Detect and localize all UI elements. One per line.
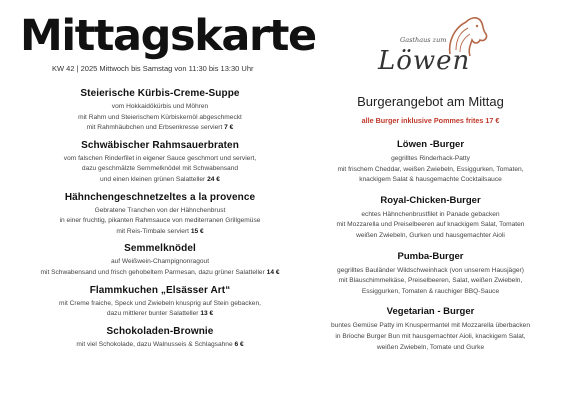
- page-title: Mittagskarte: [20, 11, 316, 61]
- burger-item: [308, 306, 553, 353]
- burger-description-line: mit frischem Cheddar, weißen Zwiebeln, Essiggurken, Tomaten,: [337, 165, 524, 173]
- dish-description-line: mit Rahmhäubchen und Erbsenkresse serviert 7 €: [86, 124, 234, 132]
- burger-name: Pumba-Burger: [397, 250, 464, 262]
- dish-description-line: Gebratene Tranchen von der Hähnchenbrust: [94, 206, 226, 214]
- burger-menu: [308, 130, 553, 357]
- burger-item: [308, 251, 553, 298]
- burger-description-line: weißen Zwiebeln, Tomate und Gurke: [376, 343, 485, 351]
- dish-item: [20, 243, 300, 278]
- burger-price-note: alle Burger inklusive Pommes frites 17 €: [361, 116, 500, 125]
- burger-description-line: Essiggurken, Tomaten & rauchiger BBQ-Sauce: [361, 287, 500, 295]
- week-info: KW 42 | 2025 Mittwoch bis Samstag von 11:30 bis 13:30 Uhr: [52, 64, 254, 73]
- burger-description-line: buntes Gemüse Patty im Knuspermantel mit Mozzarella überbacken: [330, 322, 530, 330]
- burger-description-line: mit Blauschimmelkäse, Preiselbeeren, Salat, weißen Zwiebeln,: [338, 277, 523, 285]
- dish-description-line: mit Schwabensand und frisch gehobeltem Parmesan, dazu grüner Salatteller 14 €: [40, 268, 280, 276]
- dish-description-line: vom falschen Rinderfilet in eigener Sauce geschmort und serviert,: [63, 154, 257, 162]
- burger-item: [308, 139, 553, 186]
- dish-price: 15 €: [190, 227, 204, 235]
- dish-price: 14 €: [266, 268, 280, 276]
- restaurant-logo: [372, 14, 502, 84]
- dish-price: 13 €: [200, 310, 214, 318]
- burger-item: [308, 195, 553, 242]
- burger-name: Vegetarian - Burger: [386, 306, 475, 318]
- dish-price: 7 €: [224, 124, 234, 132]
- dish-item: [20, 285, 300, 320]
- dish-description-line: mit Rahm und Steierischem Kürbiskernöl abgeschmeckt: [78, 113, 242, 121]
- burger-description-line: gegrilltes Bauländer Wildschweinhack (von unserem Hausjäger): [337, 266, 524, 274]
- dish-description-line: und einen kleinen grünen Salatteller 24 €: [100, 175, 220, 183]
- dish-item: [20, 88, 300, 134]
- dish-description-line: auf Weißwein-Champignonragout: [110, 258, 210, 266]
- dish-name: Schwäbischer Rahmsauerbraten: [81, 139, 239, 151]
- dish-description-line: in einer fruchtig, pikanten Rahmsauce von mediterranen Grillgemüse: [59, 217, 261, 225]
- dish-description-line: vom Hokkaidökürbis und Möhren: [111, 103, 209, 110]
- dish-item: [20, 140, 300, 186]
- burger-name: Royal-Chicken-Burger: [380, 194, 481, 206]
- burger-description-line: echtes Hähnchenbrustfilet in Panade gebacken: [361, 210, 500, 218]
- dish-name: Schokoladen-Brownie: [106, 325, 214, 337]
- left-menu: [20, 82, 300, 354]
- dish-name: Semmelknödel: [124, 243, 196, 255]
- burger-name: Löwen -Burger: [396, 139, 465, 150]
- burger-description-line: mit Mozzarella und Preiselbeeren auf knackigem Salat, Tomaten: [336, 221, 525, 229]
- burger-description-line: gegrilltes Rinderhack-Patty: [391, 155, 470, 162]
- burger-description-line: in Brioche Burger Bun mit hausgemachter Aioli, knackigem Salat,: [335, 332, 526, 340]
- burger-description-line: knackigem Salat & hausgemachte Cocktailsauce: [359, 176, 502, 184]
- burger-heading: Burgerangebot am Mittag: [357, 94, 504, 109]
- lion-head-icon: [440, 14, 490, 60]
- dish-name: Hähnchengeschnetzeltes a la provence: [64, 191, 256, 203]
- dish-description-line: mit Creme fraiche, Speck und Zwiebeln knusprig auf Stein gebacken,: [59, 299, 261, 307]
- dish-description-line: mit viel Schokolade, dazu Walnusseis & Schlagsahne 6 €: [76, 340, 244, 348]
- dish-price: 24 €: [207, 175, 220, 183]
- dish-description-line: dazu geschmälzte Semmelknödel mit Schwabensand: [81, 165, 239, 173]
- logo-name: Löwen: [378, 46, 471, 76]
- logo-tagline: Gasthaus zum: [400, 36, 447, 44]
- dish-description-line: dazu mittlerer bunter Salatteller 13 €: [106, 310, 214, 318]
- dish-item: [20, 192, 300, 238]
- dish-price: 6 €: [234, 340, 244, 348]
- burger-description-line: weißen Zwiebeln, Gurken und hausgemachter Aioli: [356, 231, 505, 239]
- dish-description-line: mit Reis-Timbale serviert 15 €: [116, 227, 204, 235]
- dish-name: Steierische Kürbis-Creme-Suppe: [80, 88, 240, 99]
- dish-item: [20, 326, 300, 351]
- dish-name: Flammkuchen „Elsässer Art“: [89, 284, 231, 296]
